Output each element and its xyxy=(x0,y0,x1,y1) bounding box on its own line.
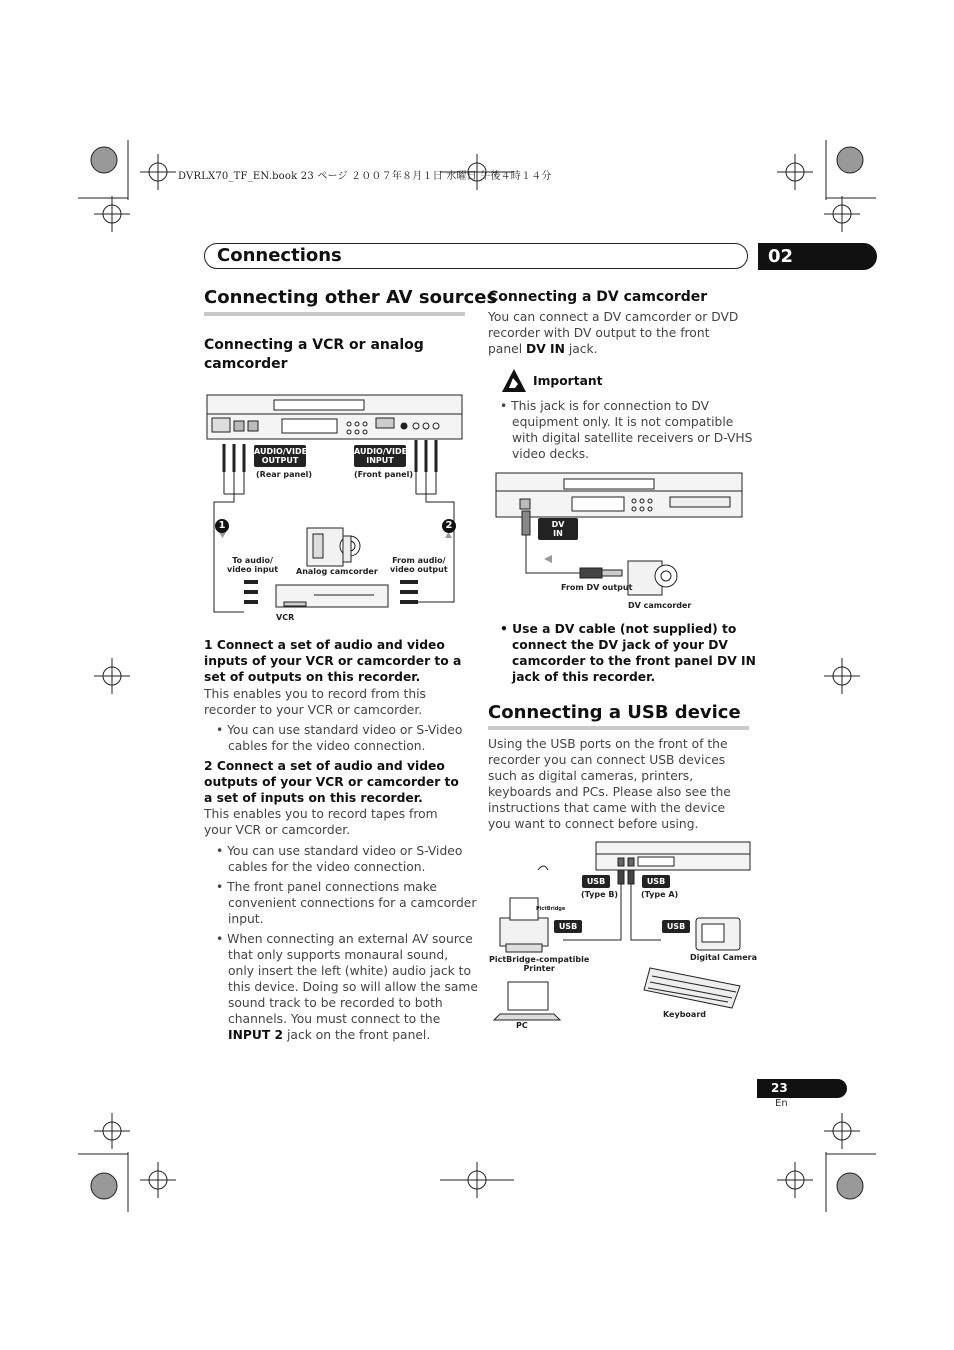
tag-usb-printer: USB xyxy=(554,920,582,933)
dv-instruction: • Use a DV cable (not supplied) to connect the DV jack of your DV camcorder to the front panel DV IN jack of this recorder. xyxy=(500,622,756,684)
step-2-marker: 2 xyxy=(442,519,456,533)
label-to-av-input: To audio/ video input xyxy=(227,556,279,574)
label-front-panel: (Front panel) xyxy=(354,470,413,479)
label-digital-camera: Digital Camera xyxy=(690,953,757,962)
tag-dv-in: DV IN xyxy=(538,518,578,540)
pictbridge-logo: PictBridge xyxy=(536,906,566,912)
step-1-marker: 1 xyxy=(215,519,229,533)
tag-av-input: AUDIO/VIDEO INPUT xyxy=(354,447,414,465)
dv-camcorder-title: Connecting a DV camcorder xyxy=(488,289,708,305)
important-bullet: • This jack is for connection to DV equipment only. It is not compatible with digital satellite receivers or D-VHS video decks. xyxy=(500,399,753,461)
step2-bullet-3: • When connecting an external AV source that only supports monaural sound, only insert the left (white) audio jack to this device. Doing so will allow the same sound track to be recorded to both channels. You must connect to the INPUT 2 jack on the front panel. xyxy=(216,932,478,1042)
important-label: Important xyxy=(533,374,603,388)
step1-bullet: • You can use standard video or S-Video cables for the video connection. xyxy=(216,723,463,753)
page-number: 23 xyxy=(757,1079,847,1098)
tag-usb-camera: USB xyxy=(662,920,690,933)
vcr-connection-diagram xyxy=(204,392,466,628)
label-from-dv-output: From DV output xyxy=(561,583,633,592)
label-keyboard: Keyboard xyxy=(663,1010,706,1019)
tag-usb-type-b: USB xyxy=(582,875,610,888)
label-type-a: (Type A) xyxy=(641,890,679,899)
section-title-usb: Connecting a USB device xyxy=(488,702,741,723)
label-analog-camcorder: Analog camcorder xyxy=(296,567,378,576)
header-title: Connections xyxy=(217,245,342,266)
label-pc: PC xyxy=(516,1021,528,1030)
print-info: DVRLX70_TF_EN.book 23 ページ ２００７年８月１日 水曜日 午後４時１４分 xyxy=(178,171,552,182)
important-icon xyxy=(501,368,527,394)
step2-bullet-1: • You can use standard video or S-Video cables for the video connection. xyxy=(216,844,463,874)
step1-title: 1 Connect a set of audio and video inputs of your VCR or camcorder to a set of outputs on this recorder. xyxy=(204,638,462,684)
section-rule-usb xyxy=(488,726,749,730)
step2-title: 2 Connect a set of audio and video outputs of your VCR or camcorder to a set of inputs on this recorder. xyxy=(204,759,459,805)
section-title-av-sources: Connecting other AV sources xyxy=(204,287,498,308)
label-from-av-output: From audio/ video output xyxy=(390,556,448,574)
label-vcr: VCR xyxy=(276,613,295,622)
tag-usb-type-a: USB xyxy=(642,875,670,888)
step2-body: This enables you to record tapes from your VCR or camcorder. xyxy=(204,807,438,837)
usb-body: Using the USB ports on the front of the recorder you can connect USB devices such as digital cameras, printers, keyboards and PCs. Please also see the instructions that came with the device you want to connect before using. xyxy=(488,737,731,831)
page-language: En xyxy=(775,1098,788,1109)
label-dv-camcorder: DV camcorder xyxy=(628,601,692,610)
dv-body: You can connect a DV camcorder or DVD recorder with DV output to the front panel DV IN jack. xyxy=(488,310,739,356)
label-printer: PictBridge-compatible Printer xyxy=(489,955,590,973)
step1-body: This enables you to record from this recorder to your VCR or camcorder. xyxy=(204,687,426,717)
usb-connection-diagram xyxy=(488,840,752,1040)
step2-bullet-2: • The front panel connections make convenient connections for a camcorder input. xyxy=(216,880,477,926)
chapter-badge: 02 xyxy=(758,243,877,270)
label-rear-panel: (Rear panel) xyxy=(256,470,313,479)
section-rule xyxy=(204,312,465,316)
dv-connection-diagram xyxy=(494,471,746,621)
subsection-title-vcr: Connecting a VCR or analog camcorder xyxy=(204,337,424,372)
tag-av-output: AUDIO/VIDEO OUTPUT xyxy=(254,447,314,465)
label-type-b: (Type B) xyxy=(581,890,619,899)
